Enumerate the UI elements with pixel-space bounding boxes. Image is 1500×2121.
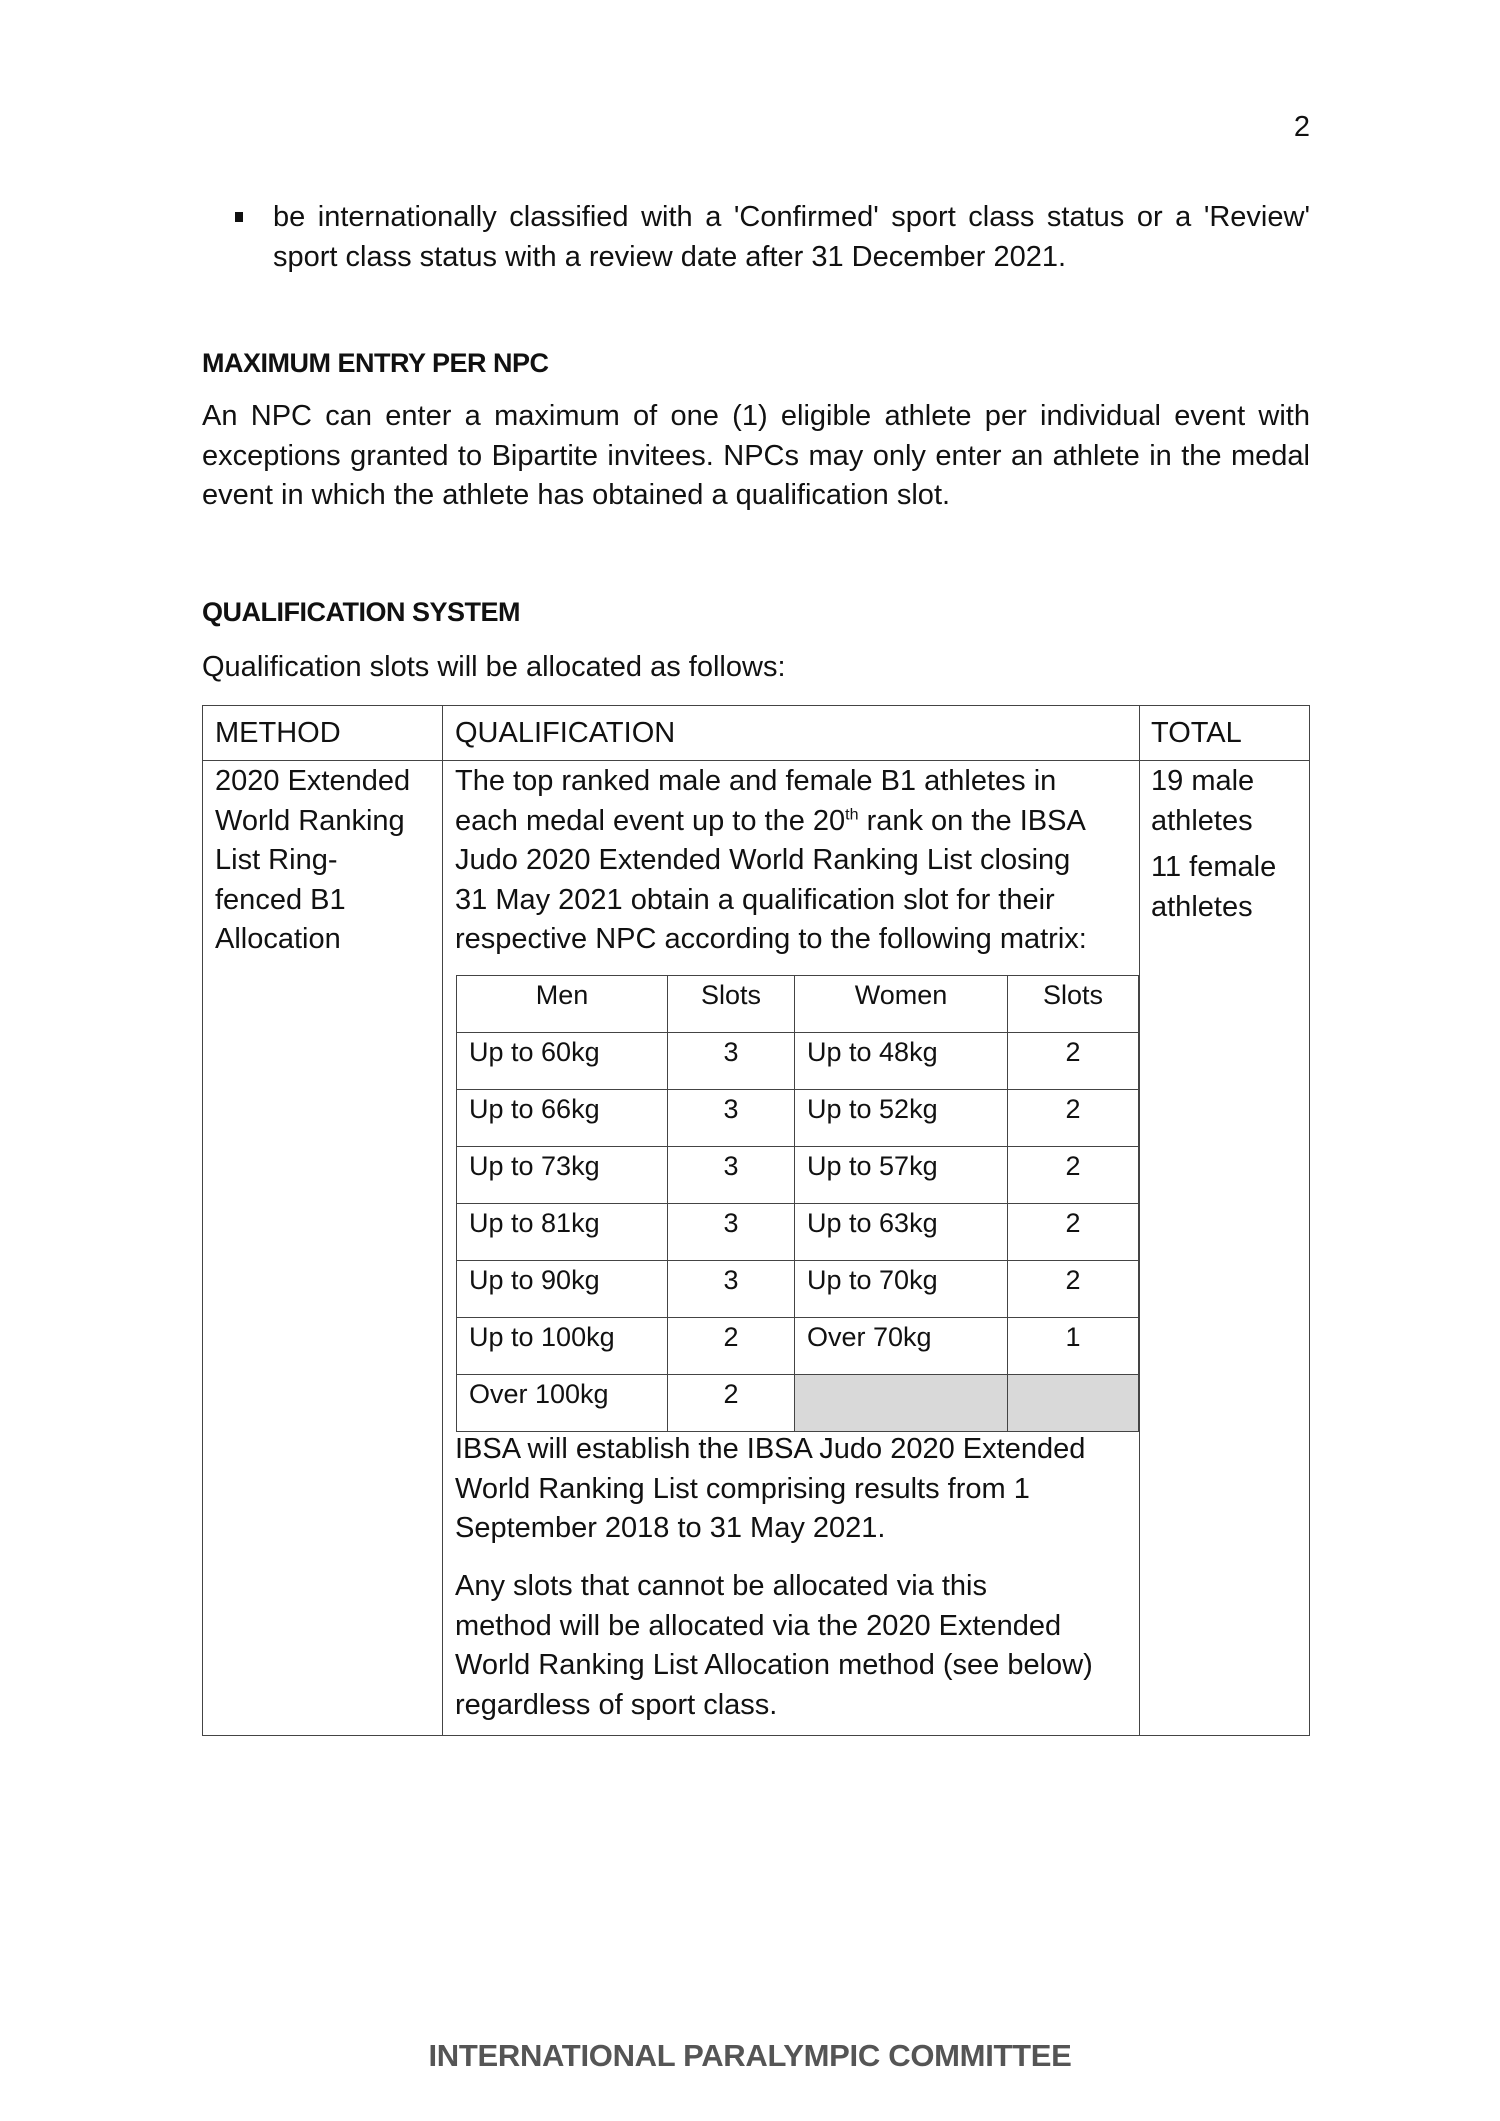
max-entry-paragraph: An NPC can enter a maximum of one (1) eligible athlete per individual event with exceptions granted to Bipartite invitees. NPCs may only enter an athlete in the medal event in which the athlete has obtained a qualification slot. [202, 400, 1310, 511]
note-line: Any slots that cannot be allocated via this [455, 1570, 987, 1602]
matrix-header-slots: Slots [668, 976, 795, 1033]
header-method: METHOD [215, 717, 341, 749]
header-total: TOTAL [1151, 717, 1242, 749]
qualification-table [202, 705, 1310, 1736]
matrix-header-slots: Slots [1008, 976, 1139, 1033]
method-line: 2020 Extended [215, 765, 411, 797]
note-line: method will be allocated via the 2020 Extended [455, 1609, 1062, 1642]
section-heading-max-entry: MAXIMUM ENTRY PER NPC [202, 348, 549, 378]
note-line: IBSA will establish the IBSA Judo 2020 Extended [455, 1433, 1086, 1465]
column-divider [1139, 706, 1140, 1735]
women-category: Up to 48kg [795, 1033, 1008, 1090]
ranking-list-note [455, 1430, 1085, 1549]
method-line: fenced B1 [215, 883, 346, 916]
total-male [1151, 762, 1254, 841]
women-category: Over 70kg [795, 1318, 1008, 1375]
women-category: Up to 70kg [795, 1261, 1008, 1318]
men-category: Up to 60kg [457, 1033, 668, 1090]
page-number: 2 [1293, 111, 1310, 143]
matrix-header-men: Men [457, 976, 668, 1033]
men-slots: 2 [668, 1375, 795, 1432]
men-slots: 2 [668, 1318, 795, 1375]
header-qualification: QUALIFICATION [455, 717, 676, 749]
men-slots: 3 [668, 1147, 795, 1204]
unallocated-slots-note [455, 1567, 1093, 1725]
men-slots: 3 [668, 1033, 795, 1090]
matrix-row [457, 1318, 1139, 1375]
women-slots: 2 [1008, 1204, 1139, 1261]
total-line: 19 male [1151, 765, 1255, 797]
women-slots: 2 [1008, 1147, 1139, 1204]
section-heading-qualification: QUALIFICATION SYSTEM [202, 597, 520, 627]
qualification-intro: Qualification slots will be allocated as follows: [202, 651, 786, 683]
note-line: World Ranking List Allocation method (see below) [455, 1649, 1093, 1681]
qualification-line-text: each medal event up to the 20 [455, 804, 846, 837]
men-category: Up to 73kg [457, 1147, 668, 1204]
header-divider [203, 760, 1309, 761]
method-cell [215, 762, 410, 960]
qualification-line-text: rank on the IBSA [858, 804, 1086, 837]
women-slots: 2 [1008, 1261, 1139, 1318]
matrix-row [457, 1033, 1139, 1090]
qualification-line: The top ranked male and female B1 athletes in [455, 765, 1057, 797]
matrix-row [457, 1375, 1139, 1432]
women-slots: 1 [1008, 1318, 1139, 1375]
matrix-row [457, 1204, 1139, 1261]
slot-matrix [456, 975, 1139, 1432]
men-category: Over 100kg [457, 1375, 668, 1432]
men-slots: 3 [668, 1204, 795, 1261]
empty-cell [1008, 1375, 1139, 1432]
women-category: Up to 52kg [795, 1090, 1008, 1147]
men-category: Up to 66kg [457, 1090, 668, 1147]
matrix-header-row [457, 976, 1139, 1033]
method-line: Allocation [215, 923, 341, 955]
total-line: 11 female [1151, 851, 1277, 883]
total-line: athletes [1151, 890, 1253, 923]
qualification-line: respective NPC according to the following matrix: [455, 923, 1087, 955]
women-category: Up to 63kg [795, 1204, 1008, 1261]
note-line: World Ranking List comprising results from 1 [455, 1472, 1030, 1505]
men-slots: 3 [668, 1261, 795, 1318]
bullet-item [235, 198, 1310, 277]
matrix-header-women: Women [795, 976, 1008, 1033]
empty-cell [795, 1375, 1008, 1432]
qualification-description [455, 762, 1087, 960]
bullet-text: be internationally classified with a 'Confirmed' sport class status or a 'Review' sport class status with a review date after 31 December 2021. [273, 201, 1310, 273]
women-slots: 2 [1008, 1033, 1139, 1090]
qualification-line: 31 May 2021 obtain a qualification slot for their [455, 883, 1055, 916]
women-slots: 2 [1008, 1090, 1139, 1147]
qualification-line: Judo 2020 Extended World Ranking List closing [455, 844, 1071, 876]
method-line: List Ring- [215, 844, 338, 876]
total-female [1151, 848, 1276, 927]
qualification-line [455, 802, 1087, 842]
method-line: World Ranking [215, 804, 405, 837]
note-line: September 2018 to 31 May 2021. [455, 1512, 886, 1544]
men-category: Up to 81kg [457, 1204, 668, 1261]
total-line: athletes [1151, 804, 1253, 837]
ordinal-superscript: th [845, 805, 859, 823]
bullet-icon [235, 212, 243, 222]
footer-organization: INTERNATIONAL PARALYMPIC COMMITTEE [428, 2038, 1072, 2073]
note-line: regardless of sport class. [455, 1688, 778, 1721]
matrix-row [457, 1147, 1139, 1204]
matrix-row [457, 1090, 1139, 1147]
column-divider [442, 706, 443, 1735]
men-category: Up to 100kg [457, 1318, 668, 1375]
men-slots: 3 [668, 1090, 795, 1147]
matrix-row [457, 1261, 1139, 1318]
men-category: Up to 90kg [457, 1261, 668, 1318]
women-category: Up to 57kg [795, 1147, 1008, 1204]
